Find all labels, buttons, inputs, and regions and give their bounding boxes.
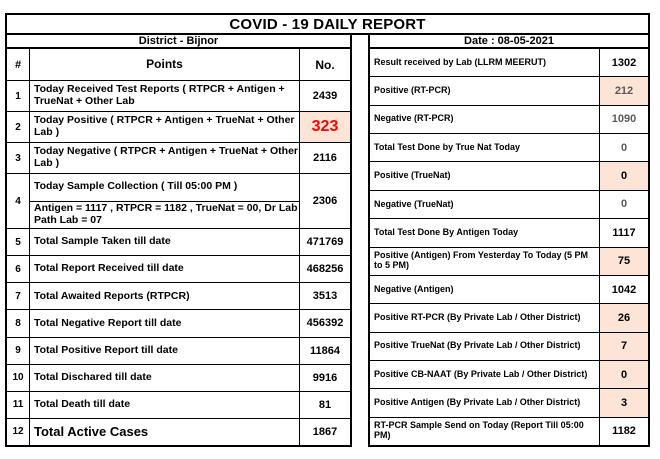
row-value: 7 [599, 333, 648, 360]
row-label: Positive RT-PCR (By Private Lab / Other District) [374, 311, 581, 322]
row-number: 8 [7, 310, 30, 336]
table-row [370, 248, 648, 276]
row-label: Positive TrueNat (By Private Lab / Other District) [374, 340, 581, 351]
row-label: RT-PCR Sample Send on Today (Report Till 05:00 PM) [374, 420, 584, 441]
row-label [30, 174, 299, 228]
table-row [370, 304, 648, 332]
table-row [370, 389, 648, 417]
table-row [7, 365, 350, 392]
row-number: 7 [7, 283, 30, 309]
row-label: Negative (Antigen) [374, 283, 454, 294]
table-row [7, 229, 350, 256]
row-number: 1 [7, 81, 30, 111]
row-value: 471769 [299, 229, 350, 255]
table-row [370, 49, 648, 77]
page-title: COVID - 19 DAILY REPORT [5, 13, 650, 35]
table-row [7, 392, 350, 419]
row-label: Today Negative ( RTPCR + Antigen + TrueNat + Other Lab ) [34, 145, 299, 169]
row-value: 1042 [599, 276, 648, 303]
table-row [7, 143, 350, 174]
table-row [370, 219, 648, 247]
row-label: Negative (TrueNat) [374, 198, 454, 209]
row-number: 2 [7, 112, 30, 142]
row-number: 6 [7, 256, 30, 282]
row-label: Total Test Done by True Nat Today [374, 141, 521, 152]
row-value: 2306 [299, 174, 350, 228]
table-row [7, 419, 350, 445]
table-row [370, 361, 648, 389]
row-number: 3 [7, 143, 30, 173]
row-label: Total Sample Taken till date [34, 235, 171, 248]
row-value: 456392 [299, 310, 350, 336]
row-number: 4 [7, 174, 30, 228]
row-value: 2116 [299, 143, 350, 173]
table-row [370, 276, 648, 304]
row-label: Total Negative Report till date [34, 316, 182, 329]
district-label: District - Bijnor [5, 33, 352, 49]
row-value: 1302 [599, 49, 648, 76]
date-label: Date : 08-05-2021 [368, 33, 650, 49]
row-value: 0 [599, 162, 648, 189]
row-label: Total Dischared till date [34, 370, 152, 383]
row-value: 26 [599, 304, 648, 331]
row-label: Total Report Received till date [34, 262, 184, 275]
row-label: Negative (RT-PCR) [374, 113, 454, 124]
daily-summary-table [5, 47, 352, 447]
row-value: 0 [599, 191, 648, 218]
row-label: Today Positive ( RTPCR + Antigen + TrueNat + Other Lab ) [34, 114, 295, 138]
row-label: Positive (RT-PCR) [374, 85, 451, 96]
table-header-row [7, 49, 350, 81]
table-row [370, 134, 648, 162]
lab-results-table [368, 47, 650, 447]
row-label: Total Active Cases [34, 423, 149, 439]
row-label: Today Received Test Reports ( RTPCR + Antigen + TrueNat + Other Lab [34, 83, 285, 107]
row-label: Total Death till date [34, 398, 131, 411]
row-value: 212 [599, 77, 648, 104]
row-value: 1090 [599, 106, 648, 133]
row-value: 2439 [299, 81, 350, 111]
row-number: 5 [7, 229, 30, 255]
table-row [7, 338, 350, 365]
row-label-line1: Today Sample Collection ( Till 05:00 PM ) [30, 174, 299, 202]
row-label: Total Positive Report till date [34, 343, 178, 356]
row-number: 9 [7, 338, 30, 364]
row-label: Positive CB-NAAT (By Private Lab / Other District) [374, 368, 588, 379]
row-value: 0 [599, 361, 648, 388]
row-value: 81 [299, 392, 350, 418]
row-number: 11 [7, 392, 30, 418]
daily-summary-rows [7, 81, 350, 445]
table-row [370, 333, 648, 361]
row-value: 1117 [599, 219, 648, 246]
table-row [7, 81, 350, 112]
row-value: 1182 [599, 418, 648, 445]
column-header-number: # [7, 49, 30, 80]
row-value: 75 [599, 248, 648, 275]
row-value: 3 [599, 389, 648, 416]
row-label-line2: Antigen = 1117 , RTPCR = 1182 , TrueNat = 00, Dr Lab Path Lab = 07 [34, 202, 298, 226]
row-value: 9916 [299, 365, 350, 391]
row-value: 1867 [299, 419, 350, 445]
row-value: 468256 [299, 256, 350, 282]
row-number: 10 [7, 365, 30, 391]
row-value: 0 [599, 134, 648, 161]
table-row [7, 283, 350, 310]
row-label: Positive (Antigen) From Yesterday To Today (5 PM to 5 PM) [374, 250, 589, 271]
row-label: Total Awaited Reports (RTPCR) [34, 289, 190, 302]
column-header-points: Points [146, 56, 183, 71]
table-row [370, 162, 648, 190]
row-label: Positive (TrueNat) [374, 170, 451, 181]
row-value: 3513 [299, 283, 350, 309]
table-row [7, 112, 350, 143]
row-number: 12 [7, 419, 30, 445]
row-value: 11864 [299, 338, 350, 364]
table-row [370, 106, 648, 134]
table-row [370, 191, 648, 219]
column-header-no: No. [299, 49, 350, 80]
table-row [7, 174, 350, 229]
row-label: Total Test Done By Antigen Today [374, 226, 519, 237]
row-label: Positive Antigen (By Private Lab / Other District) [374, 397, 581, 408]
table-row [370, 77, 648, 105]
row-value: 323 [299, 112, 350, 142]
table-row [7, 310, 350, 337]
table-row [370, 418, 648, 445]
row-label: Result received by Lab (LLRM MEERUT) [374, 56, 547, 67]
table-row [7, 256, 350, 283]
